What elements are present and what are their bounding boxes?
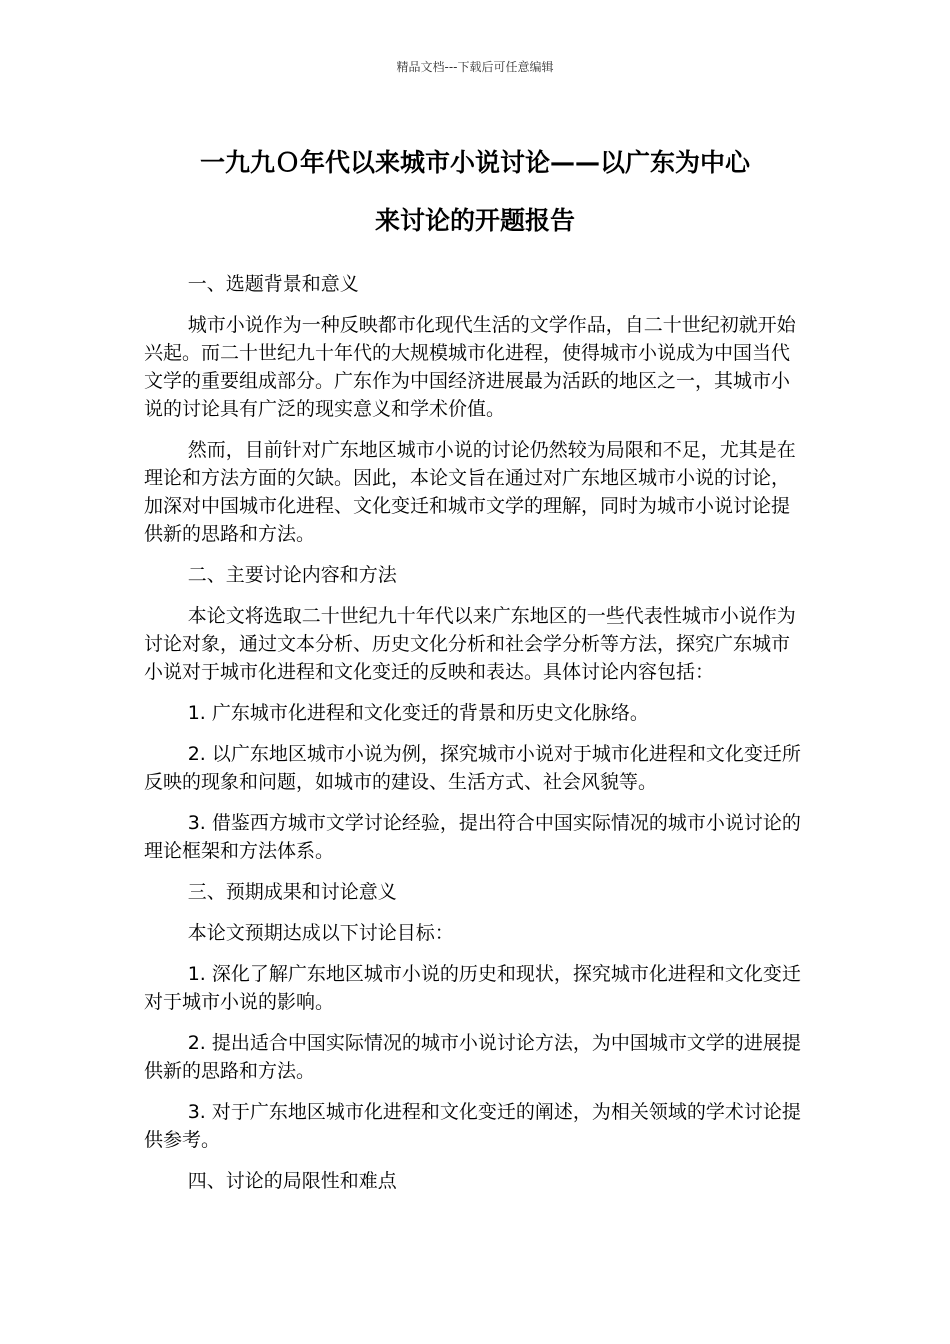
list-item: 1. 广东城市化进程和文化变迁的背景和历史文化脉络。 (187, 702, 649, 724)
title-line-2: 来讨论的开题报告 (374, 206, 575, 235)
list-item: 1. 深化了解广东地区城市小说的历史和现状，探究城市化进程和文化变迁对于城市小说的影响。 (144, 963, 801, 1013)
paragraph: 本论文预期达成以下讨论目标： (187, 922, 454, 944)
section-heading-outcomes: 三、预期成果和讨论意义 (187, 881, 397, 903)
header-note: 精品文档---下载后可任意编辑 (396, 60, 554, 74)
section-heading-limitations: 四、讨论的局限性和难点 (187, 1170, 397, 1192)
list-item: 3. 借鉴西方城市文学讨论经验，提出符合中国实际情况的城市小说讨论的理论框架和方法体系。 (144, 812, 801, 862)
title-line-1: 一九九Ｏ年代以来城市小说讨论——以广东为中心 (199, 148, 750, 177)
list-item: 2. 以广东地区城市小说为例，探究城市小说对于城市化进程和文化变迁所反映的现象和问题，如城市的建设、生活方式、社会风貌等。 (144, 743, 801, 793)
list-item: 2. 提出适合中国实际情况的城市小说讨论方法，为中国城市文学的进展提供新的思路和方法。 (144, 1032, 801, 1082)
paragraph: 然而，目前针对广东地区城市小说的讨论仍然较为局限和不足，尤其是在理论和方法方面的欠缺。因此，本论文旨在通过对广东地区城市小说的讨论，加深对中国城市化进程、文化变迁和城市文学的理解，同时为城市小说讨论提供新的思路和方法。 (144, 439, 796, 545)
section-heading-content: 二、主要讨论内容和方法 (187, 564, 397, 586)
document-body (144, 270, 804, 1208)
paragraph: 本论文将选取二十世纪九十年代以来广东地区的一些代表性城市小说作为讨论对象，通过文本分析、历史文化分析和社会学分析等方法，探究广东城市小说对于城市化进程和文化变迁的反映和表达。具体讨论内容包括： (144, 605, 796, 683)
section-heading-background: 一、选题背景和意义 (187, 273, 359, 295)
paragraph: 城市小说作为一种反映都市化现代生活的文学作品，自二十世纪初就开始兴起。而二十世纪九十年代的大规模城市化进程，使得城市小说成为中国当代文学的重要组成部分。广东作为中国经济进展最为活跃的地区之一，其城市小说的讨论具有广泛的现实意义和学术价值。 (144, 314, 796, 420)
document-title (140, 134, 810, 250)
list-item: 3. 对于广东地区城市化进程和文化变迁的阐述，为相关领域的学术讨论提供参考。 (144, 1101, 801, 1151)
